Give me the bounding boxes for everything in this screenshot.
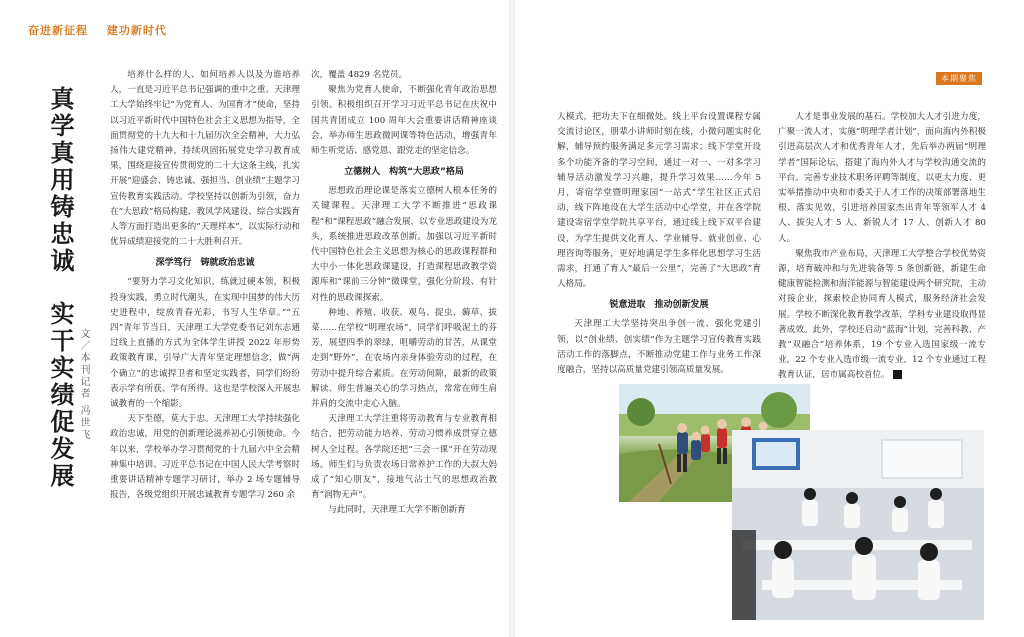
section-heading: 立德树人 构筑“大思政”格局 bbox=[344, 167, 464, 178]
paragraph: 人模式，把功夫下在细微处。线上平台设置课程专属交流讨论区，朋辈小讲师时刻在线，小微问题实时化解，辅导预约服务满足多元学习需求；线下学堂开设多个功能齐备的学习空间，通过一对一、一对多学习辅导活动激发学习兴趣，提升学习效果……今年 5 月，寄宿学堂暨明理家园“一站式”学生社区正式启动，线下阵地设在大学生活动中心学堂，并在各学院建设寄宿学堂学院共享平台，通过线上线下双平台建设，为学生提供文化育人、学业辅导、就业创业、心理咨询等服务，更好地满足学生多样化思想学习生活需求，打通了育人“最后一公里”，完善了“大思政”育人格局。 bbox=[557, 112, 761, 290]
end-mark-icon: 飞 bbox=[893, 370, 902, 379]
paragraph: 天津理工大学坚持突出争创一流、强化党建引领，以“创业绩、创实绩”作为主题学习宣传教育实践活动工作的落脚点，不断推动党建工作与业务工作深度融合，坚持以高质量党建引领高质量发展。 bbox=[557, 319, 761, 376]
column-2 bbox=[311, 68, 497, 519]
paragraph: 人才是事业发展的基石。学校加大人才引进力度，广聚一流人才，实施“明理学者计划”，面向海内外积极引进高层次人才和优秀青年人才，先后举办两届“明理学者”国际论坛，搭建了海内外人才与学校沟通交流的平台。完善专业技术职务评聘等制度，以更大力度、更实举措推动中央和市委关于人才工作的决策部署落地生根、落实见效，引进培养国家杰出青年等领军人才 4 人、拔尖人才 5 人、新锐人才 17 人、创新人才 80 人。 bbox=[778, 112, 986, 244]
paragraph: 次，覆盖 4829 名党员。 bbox=[311, 70, 408, 80]
paragraph: 种地、养殖、收获、观鸟、捉虫、薅草、拔菜……在学校“明理农场”，同学们呼吸泥土的芬芳，展望四季的翠绿，咀嚼劳动的甘苦，从课堂走到“野外”，在农场内亲身体验劳动的过程，在劳动中提升综合素质。在劳动间隙，最新的政策解读、师生普遍关心的学习热点，常常在师生肩并肩的交流中走心入脑。 bbox=[311, 307, 497, 410]
page-gutter bbox=[509, 0, 515, 637]
paragraph: 天津理工大学注重将劳动教育与专业教育相结合，把劳动能力培养、劳动习惯养成贯穿立德树人全过程。各学院还把“三会一课”开在劳动现场。师生们与负责农场日常养护工作的大叔大妈成了“知心朋友”，接地气沾土气的思想政治教育“润物无声”。 bbox=[311, 414, 497, 501]
paragraph: 聚焦为党育人使命，不断强化青年政治思想引领。积极组织召开学习习近平总书记在庆祝中国共青团成立 100 周年大会重要讲话精神座谈会，举办师生思政微网课等特色活动，增强青年师生听党话、感党恩、跟党走的坚定信念。 bbox=[311, 85, 497, 157]
paragraph: 天下至德，莫大于忠。天津理工大学持续强化政治忠诚，用党的创新理论滋养初心引领使命。今年以来，学校举办学习贯彻党的十九届六中全会精神集中培训、习近平总书记在中国人民大学考察时重要讲话精神专题学习研讨，举办 2 场专题辅导报告，各级党组织开展忠诚教育专题学习 260 余 bbox=[110, 414, 300, 501]
headline-part1: 真学真用铸忠诚 bbox=[46, 86, 74, 275]
column-1 bbox=[110, 68, 300, 503]
section-tag: 本期聚焦 bbox=[936, 72, 982, 85]
paragraph: 培养什么样的人、如何培养人以及为谁培养人，一直是习近平总书记强调的重中之重。天津理工大学始终牢记“为党育人、为国育才”使命，坚持以习近平新时代中国特色社会主义思想为指导，全面贯彻党的十九大和十九届历次全会精神，大力弘扬伟大建党精神，持续巩固拓展党史学习教育成果，围绕迎接宣传贯彻党的二十大这条主线，扎实开展“迎盛会、铸忠诚、强担当、创业绩”主题学习宣传教育实践活动。学校坚持以创新为引领，奋力在“大思政”格局构建、教风学风建设、综合实践育人等方面打造出更多的“天理样本”，以实际行动和优异成绩迎接党的二十大胜利召开。 bbox=[110, 70, 300, 248]
classroom-scene-illustration bbox=[732, 430, 984, 620]
paragraph: 与此同时，天津理工大学不断创新育 bbox=[328, 505, 466, 516]
section-slogan bbox=[28, 22, 181, 38]
headline-part2: 实干实绩促发展 bbox=[46, 301, 74, 490]
paragraph: 思想政治理论课是落实立德树人根本任务的关键课程。天津理工大学不断推进“思政课程”和“课程思政”融合发展，以专业思政建设为龙头，系统推进思政改革创新。加强以习近平新时代中国特色社会主义思想为核心的思政课程群和大中小一体化思政课建设，打造课程思政教学资源库和“课前三分钟”微课堂，强化分阶段、有针对性的思政课探索。 bbox=[311, 186, 497, 303]
slogan-right: 建功新时代 bbox=[106, 24, 167, 37]
lab-class-photo bbox=[732, 430, 984, 620]
article-byline: 文／本刊记者 冯世飞 bbox=[78, 328, 89, 442]
slogan-left: 奋进新征程 bbox=[28, 24, 88, 37]
paragraph bbox=[778, 247, 986, 384]
column-3 bbox=[557, 110, 761, 378]
paragraph-text: 聚焦我市产业布局，天津理工大学整合学校优势资源，培育破冲和与先进装备等 5 条创新链，新建生命健康智能检测和海洋能源与智能建设两个研究院，主动对接企业，探索校企协同育人模式，服务经济社会发展。学校不断深化教育教学改革，学科专业建设取得显著成效。此外，学校还启动“蓝海”计划，完善科教、产教“双融合”培养体系，19 个专业入选国家级一流专业，22 个专业入选市级一流专业，12 个专业通过工程教育认证，居市属高校首位。 bbox=[778, 248, 986, 381]
column-4 bbox=[778, 110, 986, 384]
section-heading: 锐意进取 推动创新发展 bbox=[609, 300, 709, 311]
paragraph: “要努力学习文化知识，练就过硬本领，积极投身实践，勇立时代潮头，在实现中国梦的伟大历史进程中，绽放青春光彩，书写人生华章。”“五四”青年节当日，天津理工大学党委书记刘东志通过线上直播的方式为全体学生讲授 2022 年形势政策教育课，引导广大青年坚定理想信念，做“两个确立”的忠诚捍卫者和坚定实践者，同学们纷纷表示学有所获、学有所得。这也是学校深入开展忠诚教育的一个缩影。 bbox=[110, 277, 300, 410]
article-headline bbox=[40, 86, 74, 490]
section-heading: 深学笃行 铸就政治忠诚 bbox=[155, 258, 255, 269]
